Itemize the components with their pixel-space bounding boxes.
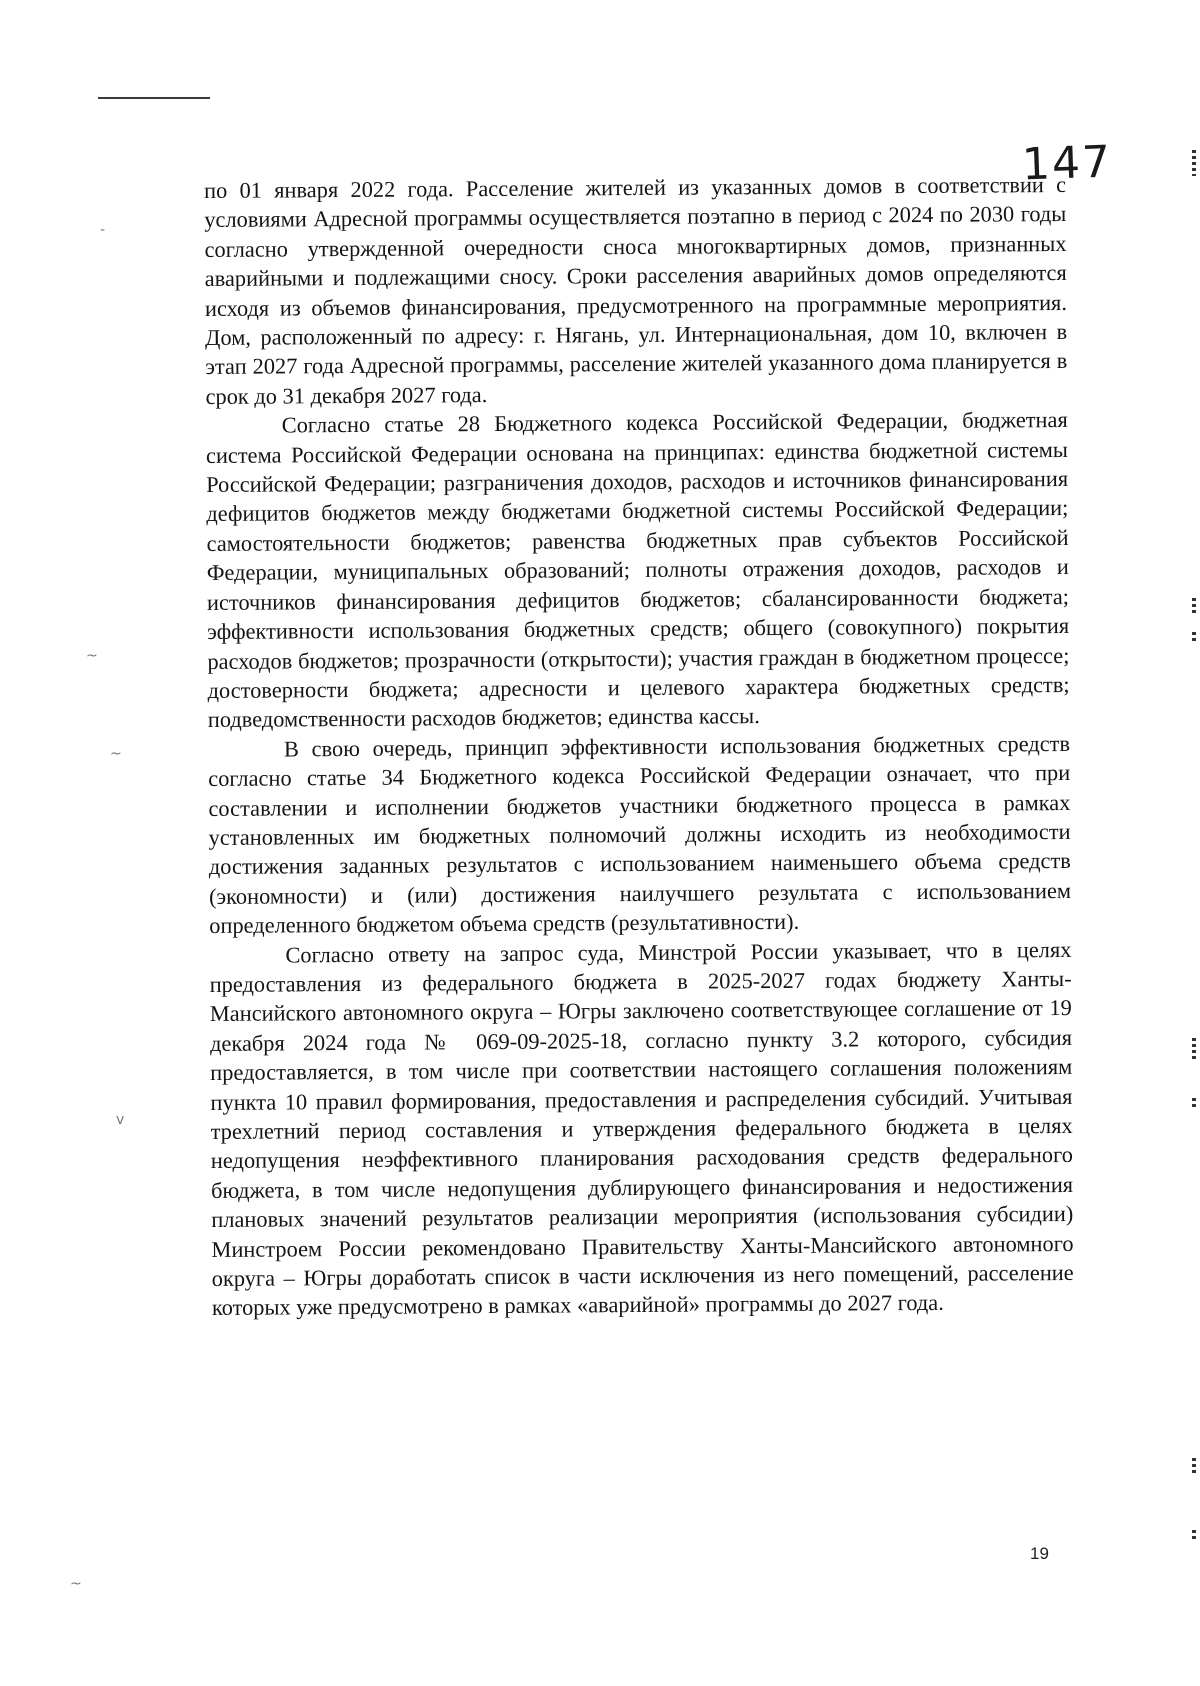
- scan-edge-mark: [1192, 1098, 1196, 1108]
- scan-edge-mark: [1192, 150, 1196, 176]
- page-number: 19: [1030, 1544, 1049, 1563]
- scan-edge-mark: [1192, 1530, 1196, 1540]
- scan-edge-mark: [1192, 1038, 1196, 1060]
- scan-edge-mark: [1192, 598, 1196, 616]
- scan-edge-mark: [1192, 632, 1196, 644]
- scan-speck: ~: [110, 746, 122, 762]
- paragraph-2: Согласно статье 28 Бюджетного кодекса Российской Федерации, бюджетная система Российской Федерации основана на принципах: единства бюджетной системы Российской Федерации; разграничения доходов, расходов и источников финансирования дефицитов бюджетов между бюджетами бюджетной системы Российской Федерации; самостоятельности бюджетов; равенства бюджетных прав субъектов Российской Федерации, муниципальных образований; полноты отражения доходов, расходов и источников финансирования дефицитов бюджетов; сбалансированности бюджета; эффективности использования бюджетных средств; общего (совокупного) покрытия расходов бюджетов; прозрачности (открытости); участия граждан в бюджетном процессе; достоверности бюджета; адресности и целевого характера бюджетных средств; подведомственности расходов бюджетов; единства кассы.: [205, 407, 1070, 733]
- paragraph-4: Согласно ответу на запрос суда, Минстрой России указывает, что в целях предоставления из федерального бюджета в 2025-2027 годах бюджету Ханты-Мансийского автономного округа – Югры заключено соответствующее соглашение от 19 декабря 2024 года № 069-09-2025-18, согласно пункту 3.2 которого, субсидия предоставляется, в том числе при соответствии настоящего соглашения положениям пункта 10 правил формирования, предоставления и распределения субсидий. Учитывая трехлетний период составления и утверждения федерального бюджета в целях недопущения неэффективного планирования расходования средств федерального бюджета, в том числе недопущения дублирующего финансирования и недостижения плановых значений результатов реализации мероприятия (использования субсидии) Минстроем России рекомендовано Правительству Ханты-Мансийского автономного округа – Югры доработать список в части исключения из него помещений, расселение которых уже предусмотрено в рамках «аварийной» программы до 2027 года.: [209, 936, 1074, 1321]
- paragraph-3: В свою очередь, принцип эффективности использования бюджетных средств согласно статье 34 Бюджетного кодекса Российской Федерации означает, что при составлении и исполнении бюджетов участники бюджетного процесса в рамках установленных им бюджетных полномочий должны исходить из необходимости достижения заданных результатов с использованием наименьшего объема средств (экономности) и (или) достижения наилучшего результата с использованием определенного бюджетом объема средств (результативности).: [208, 730, 1072, 939]
- paragraph-1: по 01 января 2022 года. Расселение жителей из указанных домов в соответствии с условиями Адресной программы осуществляется поэтапно в период с 2024 по 2030 годы согласно утвержденной очередности сноса многоквартирных домов, признанных аварийными и подлежащими сносу. Сроки расселения аварийных домов определяются исходя из объемов финансирования, предусмотренного на программные мероприятия. Дом, расположенный по адресу: г. Нягань, ул. Интернациональная, дом 10, включен в этап 2027 года Адресной программы, расселение жителей указанного дома планируется в срок до 31 декабря 2027 года.: [204, 171, 1068, 409]
- handwritten-sheet-number: 147: [1021, 136, 1113, 191]
- scan-top-line: [98, 97, 210, 99]
- scan-speck: ~: [86, 648, 98, 664]
- scan-speck: -: [100, 222, 106, 238]
- scan-speck: ~: [70, 1576, 82, 1592]
- scan-speck: v: [116, 1112, 125, 1128]
- scan-edge-mark: [1192, 1458, 1196, 1476]
- document-body: [204, 170, 1074, 1323]
